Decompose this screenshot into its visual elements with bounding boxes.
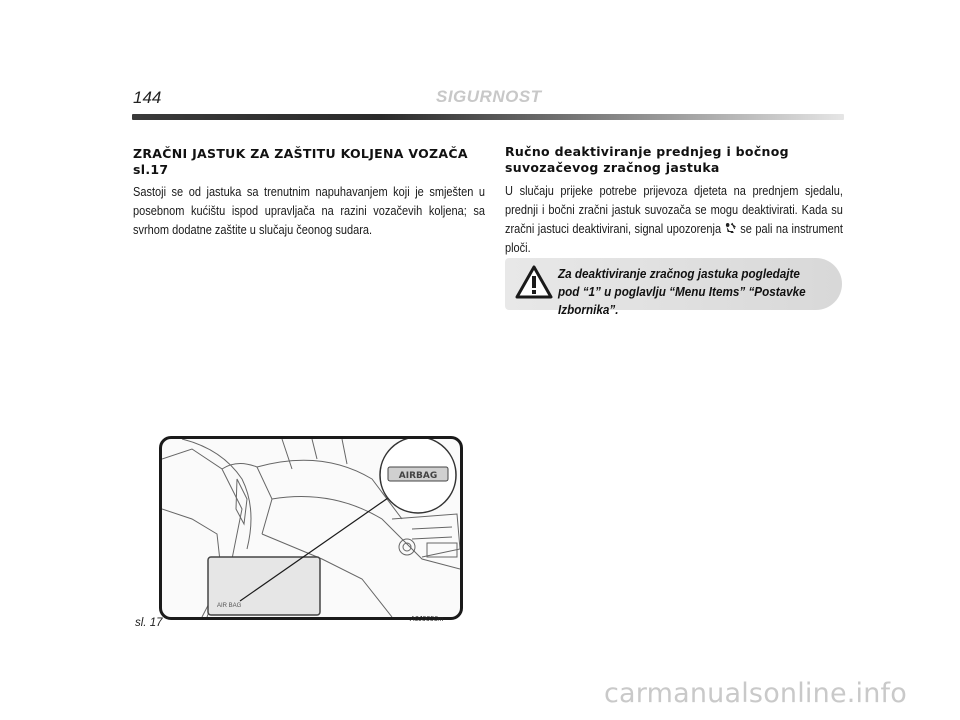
warning-text: Za deaktiviranje zračnog jastuka pogledajte pod “1” u poglavlju “Menu Items” “Postavke Izbornika”. [558,266,806,317]
panel-label: AIR BAG [217,603,242,609]
deactivation-body-text-2: se pali na instrument ploči. [505,222,843,255]
warning-triangle-icon [515,265,553,299]
dashboard-illustration [162,439,460,617]
page-number: 144 [133,88,162,107]
figure-caption: sl. 17 [135,617,163,629]
deactivation-body-text-1: U slučaju prijeke potrebe prijevoza djeteta na prednjem sjedalu, prednji i bočni zračni jastuk suvozača se mogu deaktivirati. Kada su zračni jastuci deaktivirani, signal upozorenja [505,184,843,236]
deactivation-heading: Ručno deaktiviranje prednjeg i bočnog suvozačevog zračnog jastuka [505,144,789,175]
airbag-off-warning-icon [725,222,737,234]
knee-airbag-figure [159,436,463,620]
knee-airbag-body: Sastoji se od jastuka sa trenutnim napuhavanjem koji je smješten u posebnom kućištu ispod upravljača na razini vozačevih koljena; sa svrhom dodatne zaštite u slučaju čeonog sudara. [133,185,485,237]
deactivation-body [505,182,843,258]
figure-code: A0J0056m [410,616,444,623]
watermark: carmanualsonline.info [604,678,907,709]
section-title: SIGURNOST [436,87,542,106]
callout-label: AIRBAG [398,471,438,481]
knee-airbag-heading: ZRAČNI JASTUK ZA ZAŠTITU KOLJENA VOZAČA sl.17 [133,146,468,177]
header-rule [132,114,844,120]
